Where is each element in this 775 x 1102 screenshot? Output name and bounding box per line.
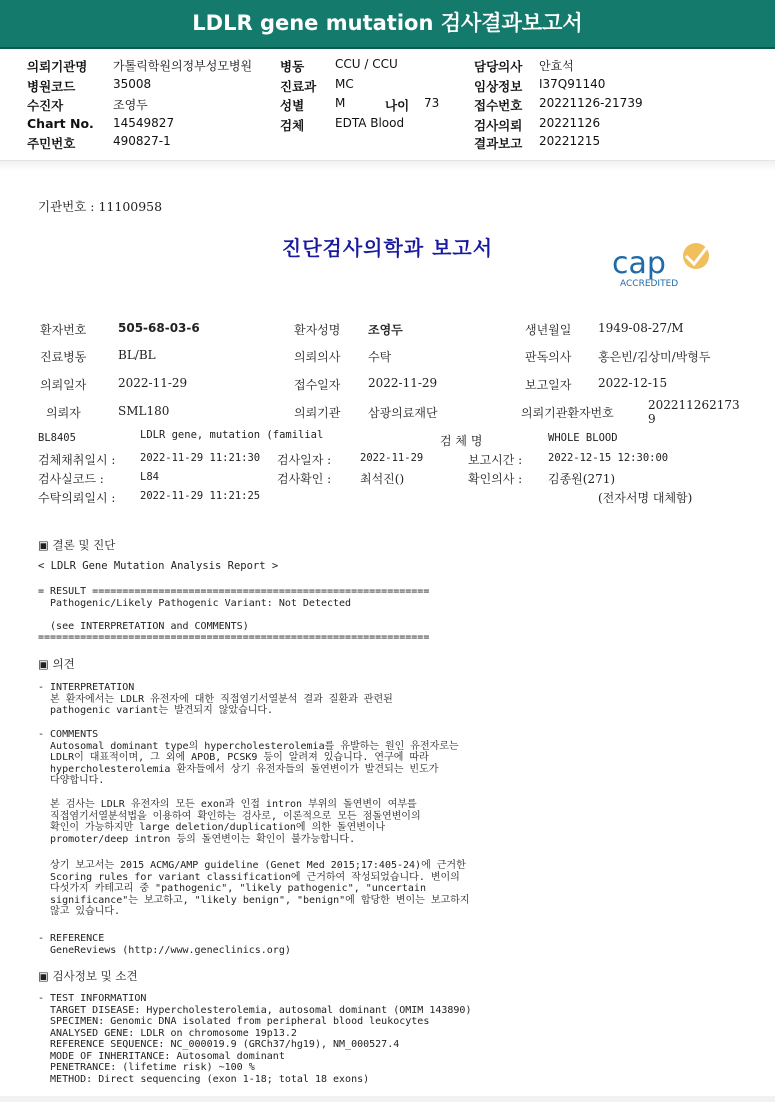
field-value-department: MC [335, 77, 354, 91]
label-patient-name: 환자성명 [294, 323, 341, 337]
field-value-hospital-code: 35008 [113, 77, 152, 91]
signature-note: (전자서명 대체함) [598, 491, 693, 505]
test-name: LDLR gene, mutation (familial [140, 429, 324, 441]
specimen-label: 검 체 명 [440, 434, 483, 448]
value-institution-patient-no: 202211262173 [648, 398, 740, 412]
agency-number: 기관번호 : 11100958 [38, 199, 163, 214]
field-value-report-date: 20221215 [539, 134, 601, 148]
field-label-chart-no: Chart No. [27, 116, 94, 131]
field-label-request-date: 검사의뢰 [474, 118, 523, 133]
value-patient-name: 조영두 [368, 323, 403, 337]
result-block: = RESULT ======================================================== Pathogenic/Likely Pathogenic Variant: Not Detected (see INTERPRETATION and COMMENTS) ================================================================= [38, 586, 430, 643]
request-time-label: 수탁의뢰일시 : [38, 491, 116, 505]
label-institution-patient-no: 의뢰기관환자번호 [521, 406, 614, 420]
test-date-label: 검사일자 : [277, 453, 332, 467]
report-name: < LDLR Gene Mutation Analysis Report > [38, 560, 279, 572]
reference-block: - REFERENCE GeneReviews (http://www.geneclinics.org) [38, 933, 291, 956]
field-label-report-date: 결과보고 [474, 136, 523, 151]
interpretation-block: - INTERPRETATION 본 환자에서는 LDLR 유전자에 대한 직접염기서열분석 결과 질환과 관련된 pathogenic variant는 발견되지 않았습니다. [38, 682, 393, 716]
field-label-sex: 성별 [280, 98, 305, 113]
field-value-receipt-no: 20221126-21739 [539, 96, 643, 110]
value-receipt-date: 2022-11-29 [368, 376, 438, 390]
section-conclusion: ▣ 결론 및 진단 [38, 538, 116, 552]
value-birthdate: 1949-08-27/M [598, 321, 684, 335]
request-time-value: 2022-11-29 11:21:25 [140, 490, 261, 502]
label-requester: 의뢰자 [46, 406, 81, 420]
collect-label: 검체채취일시 : [38, 453, 116, 467]
section-opinion: ▣ 의견 [38, 657, 75, 671]
value-report-date: 2022-12-15 [598, 376, 668, 390]
field-label-hospital-code: 병원코드 [27, 79, 76, 94]
value-institution-patient-no-2: 9 [648, 412, 656, 426]
cap-accredited-logo [612, 240, 717, 290]
lab-code-value: L84 [140, 471, 159, 483]
field-value-institution: 가톨릭학원의정부성모병원 [113, 59, 253, 73]
comments-block-3: 상기 보고서는 2015 ACMG/AMP guideline (Genet Med 2015;17:405-24)에 근거한 Scoring rules for variant classification에 근거하여 작성되었습니다. 변이의 다섯가지 카테고리 중 "pathogenic", "likely pathogenic", "uncertain significance"는 보고하고, "likely benign", "benign"에 합당한 변이는 보고하지 않고 있습니다. [50, 860, 470, 917]
value-requesting-doctor: 수탁 [368, 350, 392, 364]
value-requesting-institution: 삼광의료재단 [368, 406, 438, 420]
header-separator [0, 160, 775, 171]
collect-value: 2022-11-29 11:21:30 [140, 452, 261, 464]
confirm-label: 검사확인 : [277, 472, 332, 486]
label-patient-no: 환자번호 [40, 323, 87, 337]
report-title: 진단검사의학과 보고서 [281, 236, 494, 260]
field-value-resident-no: 490827-1 [113, 134, 171, 148]
field-value-age: 73 [424, 96, 440, 110]
specimen-value: WHOLE BLOOD [548, 432, 618, 444]
confirm-value: 최석진() [360, 472, 405, 486]
field-label-institution: 의뢰기관명 [27, 59, 88, 74]
field-label-department: 진료과 [280, 79, 317, 94]
comments-block-2: 본 검사는 LDLR 유전자의 모든 exon과 인접 intron 부위의 돌연변이 여부를 직접염기서열분석법을 이용하여 확인하는 검사로, 이론적으로 모든 점돌연변이의 확인이 가능하지만 large deletion/duplication에 의한 돌연변이나 promoter/deep intron 등의 돌연변이는 확인이 불가능합니다. [50, 799, 421, 845]
field-label-clinical-info: 임상정보 [474, 79, 523, 94]
value-requester: SML180 [118, 404, 170, 418]
label-reading-doctor: 판독의사 [525, 350, 572, 364]
comments-block-1: - COMMENTS Autosomal dominant type의 hypercholesterolemia를 유발하는 원인 유전자로는 LDLR이 대표적이며, 그 외에 APOB, PCSK9 등이 알려져 있습니다. 연구에 따라 hypercholesterolemia 환자들에서 상기 유전자들의 돌연변이가 발견되는 빈도가 다양합니다. [38, 729, 459, 786]
report-time-value: 2022-12-15 12:30:00 [548, 452, 669, 464]
field-label-ward: 병동 [280, 59, 305, 74]
value-patient-no: 505-68-03-6 [118, 321, 200, 335]
report-time-label: 보고시간 : [468, 453, 523, 467]
lab-code-label: 검사실코드 : [38, 472, 104, 486]
field-value-patient: 조영두 [113, 98, 148, 112]
label-report-date: 보고일자 [525, 378, 572, 392]
field-label-receipt-no: 접수번호 [474, 98, 523, 113]
label-request-date: 의뢰일자 [40, 378, 87, 392]
field-value-chart-no: 14549827 [113, 116, 175, 130]
test-date-value: 2022-11-29 [360, 452, 424, 464]
label-requesting-doctor: 의뢰의사 [294, 350, 341, 364]
value-request-date: 2022-11-29 [118, 376, 188, 390]
field-label-resident-no: 주민번호 [27, 136, 76, 151]
label-requesting-institution: 의뢰기관 [294, 406, 341, 420]
field-label-age: 나이 [385, 98, 410, 113]
section-test-info: ▣ 검사정보 및 소견 [38, 969, 138, 983]
field-label-patient: 수진자 [27, 98, 64, 113]
confirmer-label: 확인의사 : [468, 472, 523, 486]
cap-accredited-text: ACCREDITED [620, 279, 679, 289]
test-information-block: - TEST INFORMATION TARGET DISEASE: Hypercholesterolemia, autosomal dominant (OMIM 143890) SPECIMEN: Genomic DNA isolated from peripheral blood leukocytes ANALYSED GENE: LDLR on chromosome 19p13.2 REFERENCE SEQUENCE: NC_000019.9 (GRCh37/hg19), NM_000527.4 MODE OF INHERITANCE: Autosomal dominant PENETRANCE: (lifetime risk) ~100 % METHOD: Direct sequencing (exon 1-18; total 18 exons) [38, 993, 472, 1085]
field-value-doctor: 안효석 [539, 59, 574, 73]
label-ward: 진료병동 [40, 350, 87, 364]
value-ward: BL/BL [118, 348, 156, 362]
field-value-specimen: EDTA Blood [335, 116, 405, 130]
label-birthdate: 생년월일 [525, 323, 572, 337]
test-code: BL8405 [38, 432, 76, 444]
report-header-title: LDLR gene mutation 검사결과보고서 [0, 0, 775, 49]
field-label-doctor: 담당의사 [474, 59, 523, 74]
value-reading-doctor: 홍은빈/김상미/박형두 [598, 350, 711, 364]
field-value-clinical-info: I37Q91140 [539, 77, 606, 91]
field-value-ward: CCU / CCU [335, 57, 398, 71]
field-value-request-date: 20221126 [539, 116, 601, 130]
field-value-sex: M [335, 96, 346, 110]
footer-band [0, 1096, 775, 1102]
field-label-specimen: 검체 [280, 118, 305, 133]
confirmer-value: 김종원(271) [548, 472, 616, 486]
label-receipt-date: 접수일자 [294, 378, 341, 392]
cap-logo-text: cap [612, 246, 666, 281]
